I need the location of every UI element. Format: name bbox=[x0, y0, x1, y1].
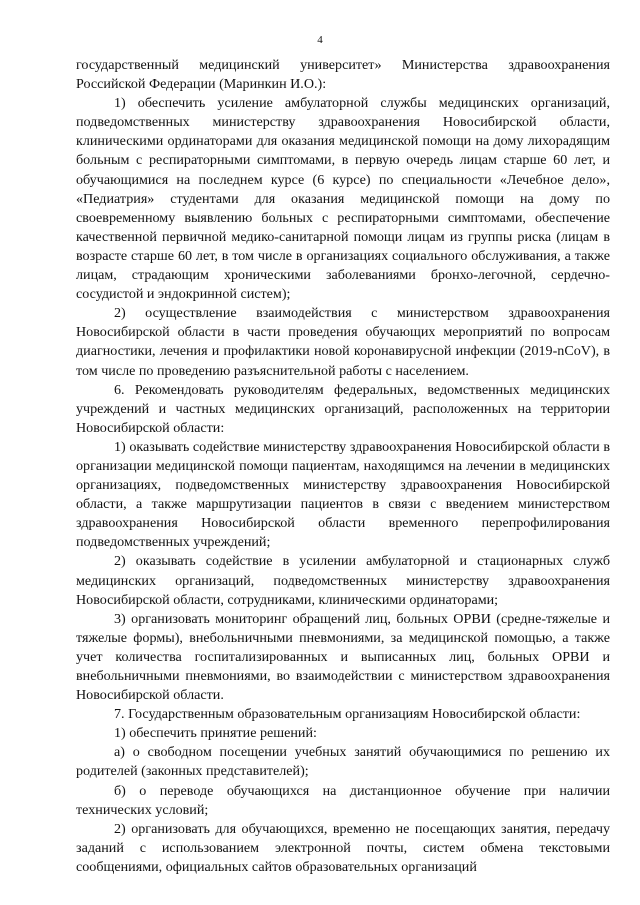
paragraph-item-2-cooperation: 2) осуществление взаимодействия с министерством здравоохранения Новосибирской области в части проведения обучающих мероприятий по вопросам диагностики, лечения и профилактики новой коронавирусной инфекции (2019-nCoV), в том числе по проведению разъяснительной работы с населением. bbox=[76, 305, 610, 379]
paragraph-item-1-ambulatory: 1) обеспечить усиление амбулаторной службы медицинских организаций, подведомственных министерству здравоохранения Новосибирской области, клиническими ординаторами для оказания медицинской помощи на дому лихорадящим больным с респираторными симптомами, в первую очередь лицам старше 60 лет, и обучающимися на последнем курсе (6 курсе) по специальности «Лечебное дело», «Педиатрия» студентами для оказания медицинской помощи на дому по своевременному выявлению больных с респираторными симптомами, обеспечение качественной первичной медико-санитарной помощи лицам из группы риска (лицам в возрасте старше 60 лет, в том числе в организациях социального обслуживания, а также лицам, страдающим хроническими заболеваниями бронхо-легочной, сердечно-сосудистой и эндокринной систем); bbox=[76, 95, 610, 303]
paragraph-section-6-item-3: 3) организовать мониторинг обращений лиц, больных ОРВИ (средне-тяжелые и тяжелые формы), внебольничными пневмониями, за медицинской помощью, а также учет количества госпитализированных и выписанных лиц, больных ОРВИ и внебольничными пневмониями, во взаимодействии с министерством здравоохранения Новосибирской области. bbox=[76, 610, 610, 704]
paragraph-section-7-item-1b: б) о переводе обучающихся на дистанционное обучение при наличии технических условий; bbox=[76, 782, 610, 818]
paragraph-section-6: 6. Рекомендовать руководителям федеральных, ведомственных медицинских учреждений и частных медицинских организаций, расположенных на территории Новосибирской области: bbox=[76, 381, 610, 436]
paragraph-section-7-item-1: 1) обеспечить принятие решений: bbox=[114, 725, 317, 742]
page-number: 4 bbox=[317, 34, 323, 46]
paragraph-section-7-item-1a: а) о свободном посещении учебных занятий обучающимися по решению их родителей (законных представителей); bbox=[76, 744, 610, 780]
document-body bbox=[76, 56, 610, 877]
paragraph-section-7: 7. Государственным образовательным организациям Новосибирской области: bbox=[114, 706, 581, 723]
paragraph-section-7-item-2: 2) организовать для обучающихся, временно не посещающих занятия, передачу заданий с использованием электронной почты, систем обмена текстовыми сообщениями, официальных сайтов образовательных организаций bbox=[76, 820, 610, 875]
paragraph-section-6-item-2: 2) оказывать содействие в усилении амбулаторной и стационарных служб медицинских организаций, подведомственных министерству здравоохранения Новосибирской области, сотрудниками, клиническими ординаторами; bbox=[76, 553, 610, 608]
paragraph-section-6-item-1: 1) оказывать содействие министерству здравоохранения Новосибирской области в организации медицинской помощи пациентам, находящимся на лечении в медицинских организациях, подведомственных министерству здравоохранения Новосибирской области, а также маршрутизации пациентов в связи с введением министерством здравоохранения Новосибирской области временного перепрофилирования подведомственных учреждений; bbox=[76, 438, 610, 551]
paragraph-continuation: государственный медицинский университет» Министерства здравоохранения Российской Федерации (Маринкин И.О.): bbox=[76, 57, 610, 93]
